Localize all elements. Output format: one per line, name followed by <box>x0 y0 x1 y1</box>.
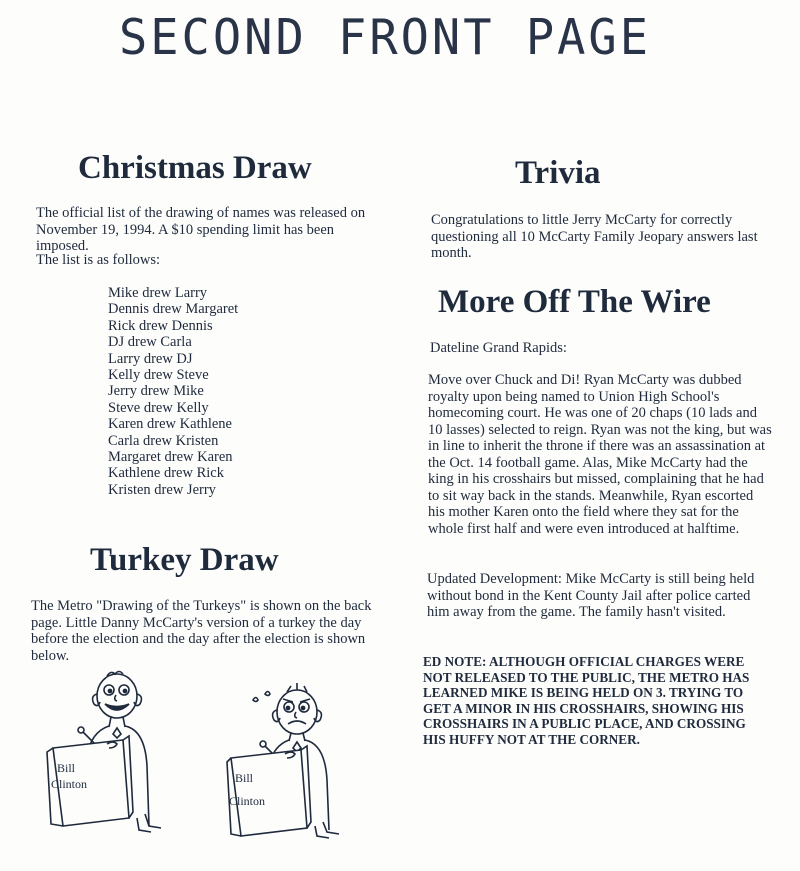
draw-pair: DJ drew Carla <box>108 334 192 351</box>
trivia-heading: Trivia <box>515 155 601 191</box>
draw-pair: Steve drew Kelly <box>108 399 209 416</box>
draw-pair: Margaret drew Karen <box>108 449 233 466</box>
draw-pair: Larry drew DJ <box>108 350 193 367</box>
draw-pair: Kristen drew Jerry <box>108 481 216 498</box>
draw-pair: Jerry drew Mike <box>108 383 204 400</box>
turkey-draw-body: The Metro "Drawing of the Turkeys" is shown on the back page. Little Danny McCarty's version of a turkey the day before the election and the day after the election is shown below. <box>31 598 372 664</box>
wire-heading: More Off The Wire <box>438 284 711 320</box>
editor-note: ED NOTE: ALTHOUGH OFFICIAL CHARGES WERE NOT RELEASED TO THE PUBLIC, THE METRO HAS LEARNED MIKE IS BEING HELD ON 3. TRYING TO GET A MINOR IN HIS CROSSHAIRS, SHOWING HIS CROSSHAIRS IN A PUBLIC PLACE, AND CROSSING HIS HUFFY NOT AT THE CORNER. <box>423 654 750 747</box>
podium-label-line1: Bill <box>57 761 76 775</box>
turkey-draw-heading: Turkey Draw <box>90 542 279 578</box>
christmas-draw-intro: The official list of the drawing of names was released on November 19, 1994. A $10 spending limit has been imposed. <box>36 205 366 254</box>
trivia-body: Congratulations to little Jerry McCarty for correctly questioning all 10 McCarty Family Jeopary answers last month. <box>431 212 758 261</box>
christmas-draw-list <box>108 285 328 498</box>
draw-pair: Dennis drew Margaret <box>108 301 239 318</box>
draw-pair: Kelly drew Steve <box>108 367 209 384</box>
podium-label-line2: Clinton <box>229 794 266 808</box>
draw-pair: Karen drew Kathlene <box>108 416 232 433</box>
draw-pair: Mike drew Larry <box>108 285 208 301</box>
podium-label-line1: Bill <box>235 771 254 785</box>
podium-label-line2: Clinton <box>51 777 88 791</box>
turkey-cartoon-after <box>225 682 350 847</box>
draw-pair: Rick drew Dennis <box>108 317 213 334</box>
christmas-draw-heading: Christmas Draw <box>78 150 312 186</box>
christmas-draw-list-intro: The list is as follows: <box>36 252 161 268</box>
draw-pair: Kathlene drew Rick <box>108 465 224 482</box>
wire-story: Move over Chuck and Di! Ryan McCarty was dubbed royalty upon being named to Union High School's homecoming court. He was one of 20 chaps (10 lads and 10 lasses) selected to reign. Ryan was not the king, but was in line to inherit the throne if there was an assassination at the Oct. 14 football game. Alas, Mike McCarty had the king in his crosshairs but missed, complaining that he had to sit way back in the stands. Meanwhile, Ryan escorted his mother Karen onto the field where they sat for the whole first half and were even introduced at halftime. <box>428 372 772 537</box>
wire-update: Updated Development: Mike McCarty is still being held without bond in the Kent County Jail after police carted him away from the game. The family hasn't visited. <box>427 571 755 620</box>
masthead-title: SECOND FRONT PAGE <box>118 8 652 67</box>
wire-dateline: Dateline Grand Rapids: <box>430 340 567 356</box>
draw-pair: Carla drew Kristen <box>108 432 219 449</box>
turkey-cartoon-before <box>45 668 175 843</box>
